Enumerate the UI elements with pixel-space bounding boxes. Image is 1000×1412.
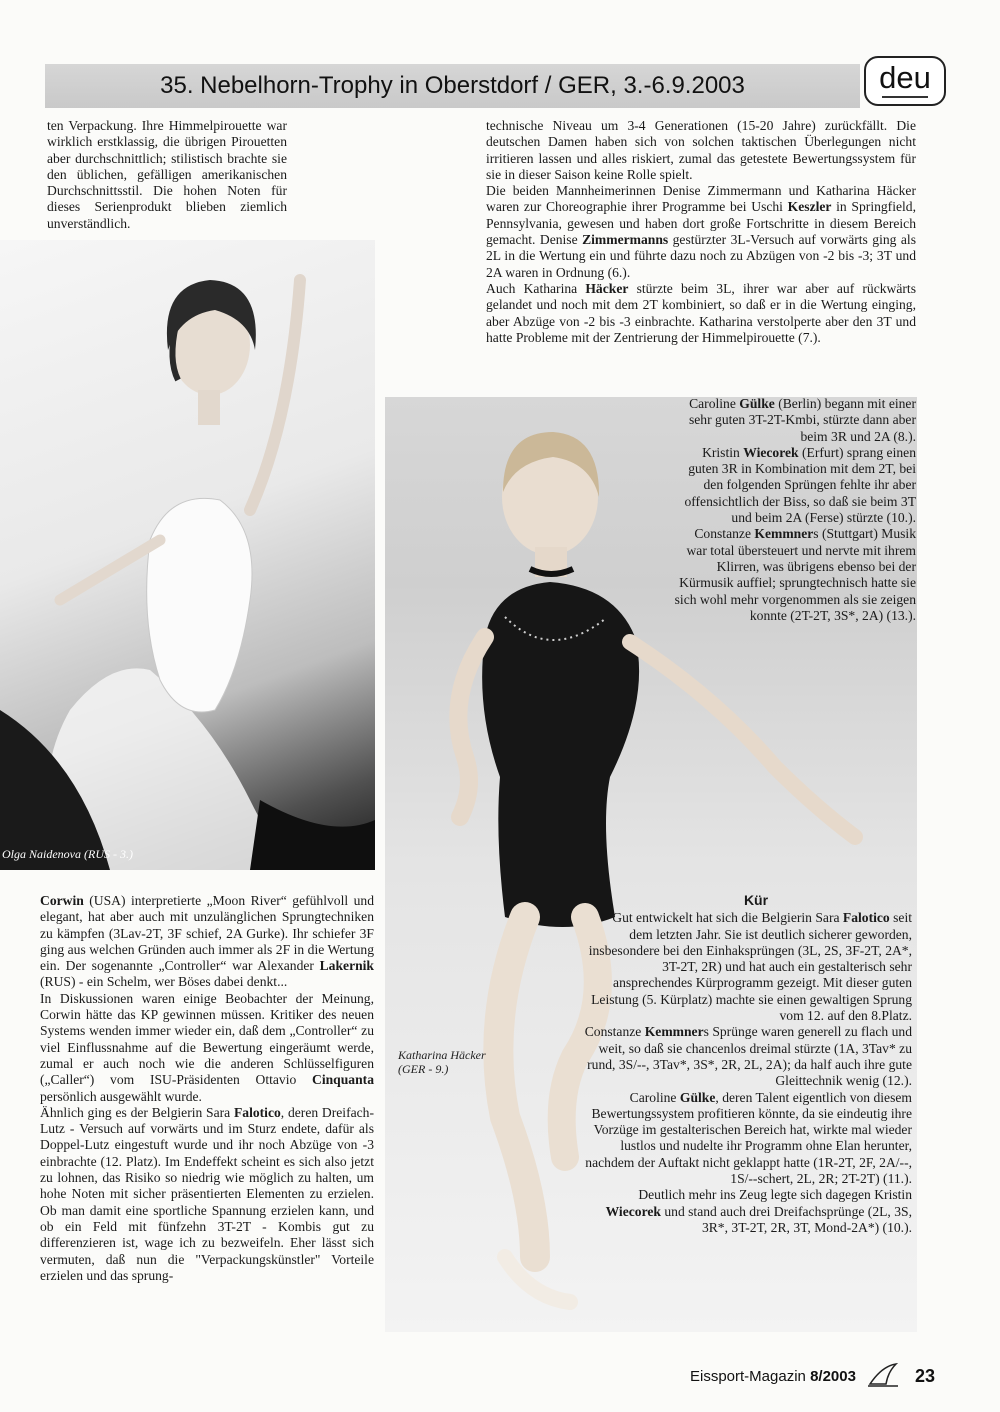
caption-katharina-haecker: Katharina Häcker (GER - 9.) (398, 1048, 486, 1076)
text-run: Ähnlich ging es der Belgierin Sara (40, 1104, 234, 1120)
name-guelke: Gülke (739, 396, 775, 411)
text-run: , deren Dreifach-Lutz - Versuch auf vorwärts und im Sturz endete, dafür als Doppel-Lutz eingestuft wurde und ihr noch Abzüge von -3 einbrachte (12. Platz). Im Endeffekt scheint es sich also jetzt zu lohnen, das Risiko so niedrig wie möglich zu halten, um hohe Noten mit sicher präsentierten Elementen zu erzielen. Ob man damit eine sportliche Spannung erzielen kann, und ob ein Feld mit fünfzehn 3T-2T - Kombis gut zu differenzieren ist, wage ich zu bezweifeln. Eher lässt sich vermuten, daß nun die "Verpackungskünstler" Vorteile erzielen und das sprung- (40, 1104, 374, 1283)
text-run: Constanze (694, 526, 755, 542)
page-number: 23 (915, 1366, 936, 1386)
text-run: gestürzter 3L-Versuch auf vorwärts ging als 2L in die Wertung ein und führte dazu noch zu Abzügen von -2 bis -3; 3T und 2A waren in Ordnung (6.). (486, 232, 916, 280)
text-run: seit dem letzten Jahr. Sie ist deutlich sicherer geworden, insbesondere bei den Einhaksprüngen (3L, 2S, 3F-2T, 2A*, 3T-2T, 2R) und hat auch ein gestalterisch sehr ansprechendes Kürprogramm gezeigt. Mit dieser guten Leistung (5. Kürplatz) machte sie einen gewaltigen Sprung vom 12. auf den 8.Platz. (588, 910, 912, 1024)
paragraph (580, 1024, 912, 1089)
paragraph (580, 1187, 912, 1236)
text-run: Caroline (689, 396, 740, 411)
text-run: Die beiden Mannheimerinnen Denise Zimmermann und Katharina Häcker waren zur Choreographie ihrer Programme bei Uschi (486, 183, 916, 215)
skater-logo-icon (866, 1362, 900, 1388)
text-run: Kristin (702, 444, 744, 460)
issue-number: 8/2003 (810, 1368, 856, 1385)
paragraph (672, 526, 916, 624)
section-heading-kuer: Kür (743, 892, 769, 908)
text-run: (RUS) - ein Schelm, wer Böses dabei denkt... (40, 974, 288, 990)
text-run: und stand auch drei Dreifachsprünge (2L, 3S, 3R*, 3T-2T, 2R, 3T, Mond-2A*) (10.). (660, 1203, 912, 1235)
country-badge-label: deu (879, 60, 931, 95)
column-mid-right (672, 396, 916, 624)
text-run: In Diskussionen waren einige Beobachter der Meinung, Corwin hätte das KP gewinnen müssen. Kritiker des neuen Systems wenden immer wieder ein, daß dem „Controller“ zu viel Einflussnahme auf die Bewertung eingeräumt werde, zumal er auch noch wie die anderen Schlüsselfiguren („Caller“) vom ISU-Präsidenten Ottavio (40, 990, 374, 1088)
name-wiecorek: Wiecorek (743, 444, 799, 460)
paragraph (486, 281, 916, 346)
paragraph (486, 183, 916, 281)
text-run: in Springfield, Pennsylvania, gewesen und haben dort große Fortschritte in diesem Bereich gemacht. Denise (486, 199, 916, 248)
text-run: Caroline (629, 1089, 680, 1105)
paragraph: technische Niveau um 3-4 Generationen (15-20 Jahre) zurückfällt. Die deutschen Damen haben sich von solchen taktischen Überlegungen nicht irritieren lassen und alles riskiert, zumal das getestete Bewertungssystem für sie in dieser Saison keine Rolle spielt. (486, 118, 916, 182)
column-top-left (47, 118, 287, 232)
column-top-right (486, 118, 916, 346)
name-falotico: Falotico (233, 1104, 281, 1120)
caption-olga-naidenova: Olga Naidenova (RUS - 3.) (2, 847, 133, 861)
name-kemmner: Kemmner (644, 1024, 704, 1040)
name-falotico: Falotico (842, 910, 890, 926)
skater-olga-illustration (0, 240, 375, 870)
name-lakernik: Lakernik (319, 958, 374, 974)
paragraph (40, 991, 374, 1105)
name-wiecorek: Wiecorek (605, 1203, 661, 1219)
text-run: s (Stuttgart) Musik war total übersteuert und nervte mit ihrem Klirren, was übrigens ebenso bei der Kürmusik auffiel; sprungtechnisch hatte sie sich wohl mehr vorgenommen als sie zeigen konnte (2T-2T, 3S*, 2A) (13.). (674, 526, 916, 623)
column-bottom-left (40, 893, 374, 1284)
text-run: , deren Talent eigentlich von diesem Bewertungssystem profitieren könnte, da sie eindeutig ihre Vorzüge im gestalterischen Bereich hat, wirkte mal wieder lustlos und nudelte ihr Programm ohne Elan herunter, nachdem der Auftakt nicht geklappt hatte (1R-2T, 2F, 2A/--, 1S/--schert, 2L, 2R; 2T-2T) (11.). (585, 1089, 912, 1187)
text-run: (Berlin) begann mit einer sehr guten 3T-2T-Kmbi, stürzte dann aber beim 3R und 2A (8.). (688, 396, 916, 444)
magazine-name: Eissport-Magazin (690, 1368, 806, 1385)
badge-underline (882, 96, 928, 98)
page-footer (690, 1366, 936, 1386)
paragraph (40, 893, 374, 991)
header-bar (45, 64, 860, 108)
text-run: Auch Katharina (486, 280, 586, 296)
paragraph: ten Verpackung. Ihre Himmelpirouette war wirklich erstklassig, die übrigen Pirouetten aber durchschnittlich; stilistisch brachte sie den üblichen, gefälligen amerikanischen Durchschnittsstil. Die hohen Noten für dieses Serienprodukt blieben ziemlich unverständlich. (47, 118, 287, 231)
text-run: Constanze (584, 1024, 645, 1040)
photo-olga-naidenova (0, 240, 375, 870)
name-haecker: Häcker (585, 280, 629, 296)
country-badge (864, 56, 946, 106)
name-guelke: Gülke (679, 1089, 716, 1105)
paragraph (580, 910, 912, 1024)
page-title: 35. Nebelhorn-Trophy in Oberstdorf / GER, 3.-6.9.2003 (160, 72, 745, 99)
text-run: persönlich ausgewählt wurde. (40, 1088, 202, 1104)
text-run: (Erfurt) sprang einen guten 3R in Kombination mit dem 2T, bei den folgenden Sprüngen fehlte ihr aber offensichtlich der Biss, so daß sie beim 3T und beim 2A (Ferse) stürzte (10.). (684, 444, 916, 526)
column-bottom-right (580, 892, 912, 1236)
paragraph (672, 396, 916, 445)
name-zimmermann: Zimmermanns (582, 232, 669, 248)
paragraph (40, 1105, 374, 1284)
text-run: (USA) interpretierte „Moon River“ gefühlvoll und elegant, hat aber auch mit unzulänglichen Sprungtechniken zu kämpfen (3Lav-2T, 3F schief, 2A Gurke). Ihr schiefer 3F ging aus welchen Gründen auch immer als 2F in die Wertung ein. Der sogenannte „Controller“ war Alexander (40, 893, 374, 974)
text-run: stürzte beim 3L, ihrer war aber auf rückwärts gelandet und noch mit dem 2T kombiniert, so daß er in die Wertung einging, aber Abzüge von -2 bis -3 einbrachte. Katharina verstolperte aber den 3T und hatte Probleme mit der Zentrierung der Himmelpirouette (7.). (486, 280, 916, 345)
name-kemmner: Kemmner (754, 526, 814, 542)
paragraph (672, 445, 916, 526)
name-keszler: Keszler (787, 199, 832, 215)
text-run: s Sprünge waren generell zu flach und weit, so daß sie chancenlos dreimal stürzte (1A, 3Tav* zu rund, 3S/--, 3Tav*, 3S*, 2R, 2L, 2A); da half auch ihre gute Gleittechnik wenig (12.). (587, 1024, 912, 1089)
name-corwin: Corwin (40, 893, 84, 908)
name-cinquanta: Cinquanta (312, 1072, 374, 1088)
text-run: Gut entwickelt hat sich die Belgierin Sara (612, 910, 843, 926)
text-run: Deutlich mehr ins Zeug legte sich dagegen Kristin (638, 1187, 912, 1203)
paragraph (580, 1090, 912, 1188)
